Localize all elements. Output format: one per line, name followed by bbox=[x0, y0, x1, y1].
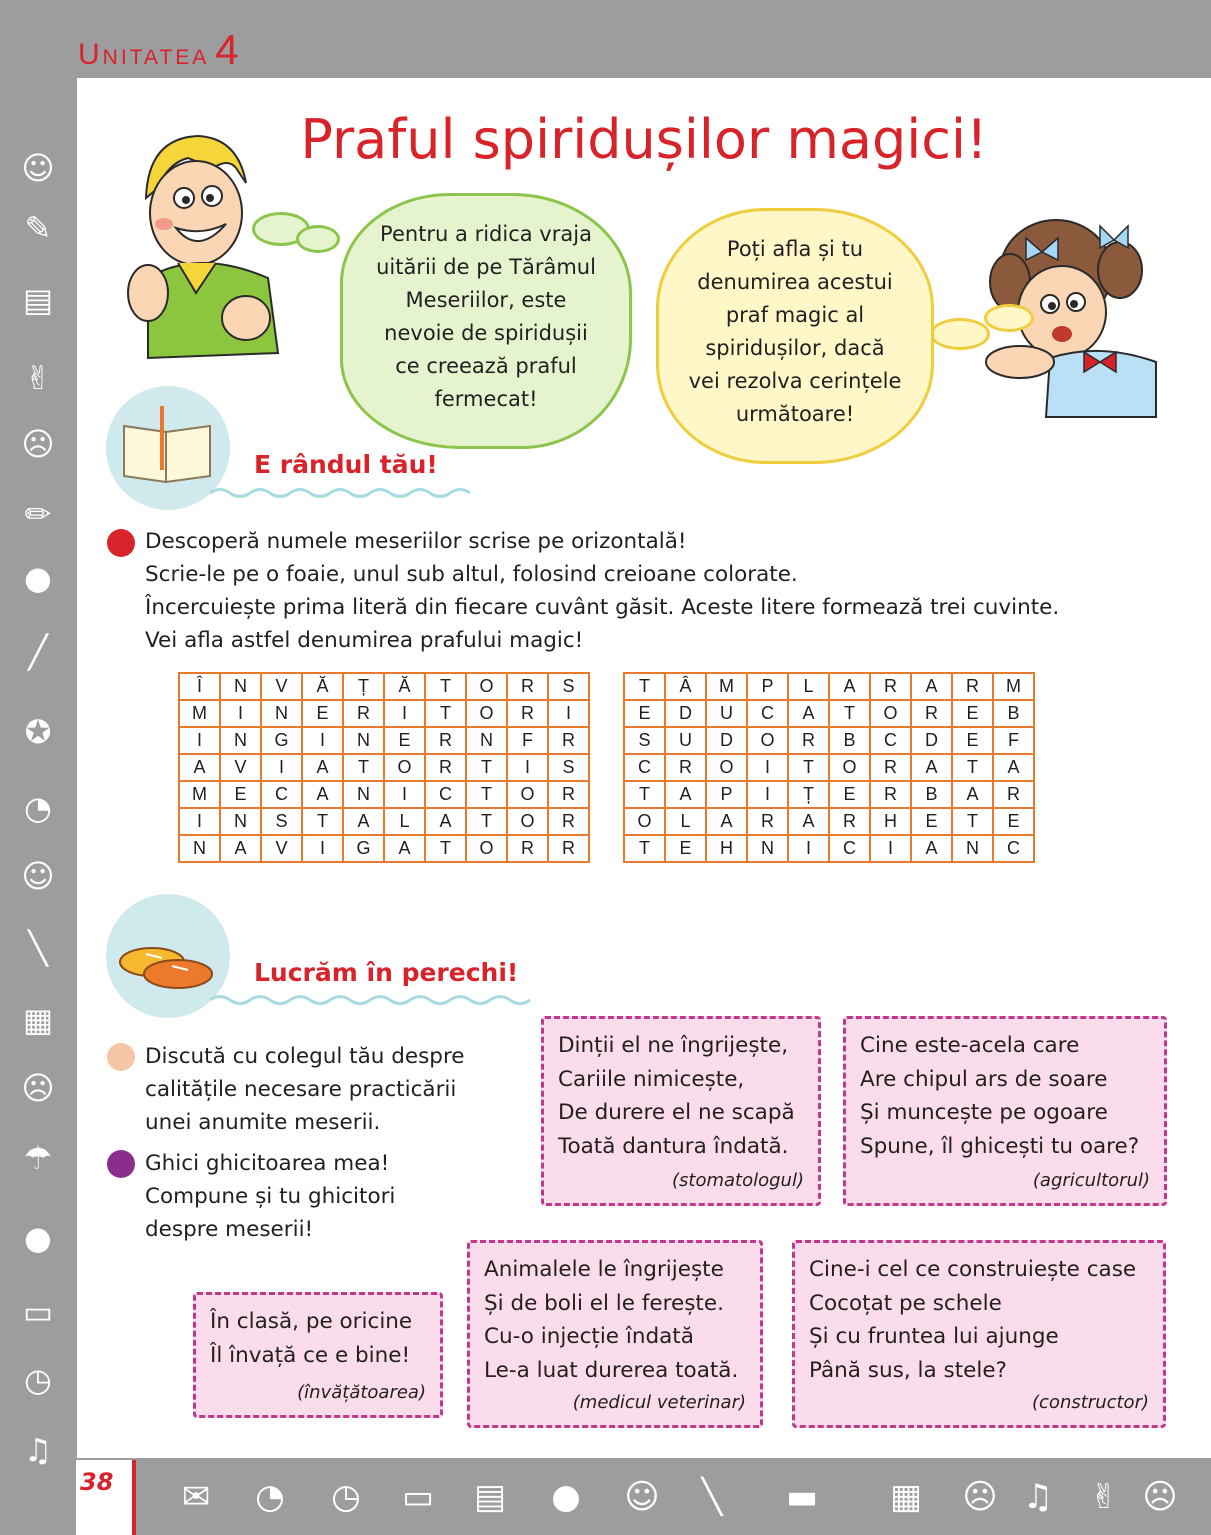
music-note-icon: ♫ bbox=[23, 1431, 53, 1469]
grid-cell: R bbox=[425, 727, 466, 754]
grid-cell: S bbox=[548, 754, 589, 781]
task-line: Compune și tu ghicitori bbox=[145, 1184, 396, 1209]
grid-cell: A bbox=[952, 781, 993, 808]
sad-face-icon: ☹ bbox=[21, 425, 55, 463]
grid-cell: A bbox=[829, 673, 870, 700]
grid-cell: C bbox=[829, 835, 870, 862]
grid-cell: M bbox=[706, 673, 747, 700]
grid-row bbox=[179, 700, 589, 727]
grid-cell: N bbox=[261, 700, 302, 727]
riddle-line: Le-a luat durerea toată. bbox=[484, 1357, 739, 1383]
grid-cell: I bbox=[220, 700, 261, 727]
wave-divider bbox=[210, 486, 470, 498]
word-grid-right bbox=[623, 672, 1035, 863]
instruction-line: Vei afla astfel denumirea prafului magic! bbox=[145, 628, 584, 653]
grid-cell: V bbox=[261, 835, 302, 862]
grid-cell: A bbox=[911, 673, 952, 700]
notebook-icon: ▤ bbox=[22, 281, 54, 319]
grid-cell: T bbox=[829, 700, 870, 727]
riddle-line: Dinții el ne îngrijește, bbox=[558, 1033, 789, 1058]
grid-cell: T bbox=[425, 673, 466, 700]
riddle-line: Toată dantura îndată. bbox=[558, 1133, 789, 1159]
clock-icon: ◷ bbox=[24, 1361, 52, 1399]
grid-cell: M bbox=[993, 673, 1034, 700]
grid-cell: N bbox=[220, 808, 261, 835]
grid-row bbox=[624, 808, 1034, 835]
riddle-answer: (stomatologul) bbox=[672, 1169, 804, 1191]
grid-cell: A bbox=[706, 808, 747, 835]
grid-cell: V bbox=[261, 673, 302, 700]
calendar-icon: ▦ bbox=[22, 1001, 54, 1039]
grid-cell: R bbox=[993, 781, 1034, 808]
grid-cell: E bbox=[911, 808, 952, 835]
grid-cell: F bbox=[993, 727, 1034, 754]
palette-icon: ◔ bbox=[255, 1477, 285, 1517]
grid-cell: E bbox=[952, 727, 993, 754]
grid-cell: B bbox=[993, 700, 1034, 727]
grid-cell: N bbox=[343, 781, 384, 808]
cloud-line: Poți afla și tu bbox=[726, 237, 864, 261]
unit-title bbox=[78, 26, 239, 74]
grid-cell: A bbox=[343, 808, 384, 835]
grid-cell: R bbox=[343, 700, 384, 727]
sad-face-icon: ☹ bbox=[21, 1069, 55, 1107]
grid-cell: P bbox=[706, 781, 747, 808]
calendar-icon: ▦ bbox=[889, 1477, 923, 1517]
cloud-line: Pentru a ridica vraja bbox=[380, 222, 592, 246]
grid-cell: I bbox=[548, 700, 589, 727]
wave-divider bbox=[210, 993, 540, 1005]
grid-row bbox=[624, 835, 1034, 862]
unit-number: 4 bbox=[215, 26, 239, 73]
grid-cell: O bbox=[384, 754, 425, 781]
grid-row bbox=[179, 781, 589, 808]
grid-cell: A bbox=[911, 835, 952, 862]
riddle-line: Spune, îl ghicești tu oare? bbox=[860, 1133, 1140, 1159]
grid-cell: I bbox=[302, 727, 343, 754]
toothbrush-icon: ╲ bbox=[28, 929, 48, 967]
music-note-icon: ♫ bbox=[1022, 1477, 1054, 1517]
grid-cell: L bbox=[665, 808, 706, 835]
grid-cell: A bbox=[179, 754, 220, 781]
task-line: unei anumite meserii. bbox=[145, 1110, 381, 1135]
grid-cell: A bbox=[788, 700, 829, 727]
riddle-line: Îl învață ce e bine! bbox=[210, 1342, 411, 1368]
peace-hand-icon: ✌ bbox=[24, 359, 52, 397]
riddle-line: Cine este-acela care bbox=[860, 1033, 1080, 1058]
grid-cell: P bbox=[747, 673, 788, 700]
grid-row bbox=[624, 754, 1034, 781]
riddle-answer: (agricultorul) bbox=[1032, 1169, 1150, 1191]
grid-cell: O bbox=[507, 781, 548, 808]
grid-cell: H bbox=[706, 835, 747, 862]
grid-cell: H bbox=[870, 808, 911, 835]
cloud-line: Meseriilor, este bbox=[405, 288, 567, 312]
grid-cell: G bbox=[343, 835, 384, 862]
grid-cell: T bbox=[624, 673, 665, 700]
grid-cell: A bbox=[220, 835, 261, 862]
grid-cell: I bbox=[384, 781, 425, 808]
task-line: Ghici ghicitoarea mea! bbox=[145, 1151, 390, 1176]
angry-face-icon: ☹ bbox=[1142, 1477, 1178, 1517]
grid-cell: O bbox=[624, 808, 665, 835]
grid-cell: E bbox=[829, 781, 870, 808]
riddle-line: Și de boli el le ferește. bbox=[484, 1290, 724, 1316]
instruction-line: Încercuiește prima literă din fiecare cuvânt găsit. Aceste litere formează trei cuvinte. bbox=[145, 595, 1060, 620]
grid-cell: V bbox=[220, 754, 261, 781]
grid-cell: R bbox=[952, 673, 993, 700]
grid-cell: E bbox=[384, 727, 425, 754]
section-heading: E rândul tău! bbox=[254, 450, 438, 479]
clock-icon: ◷ bbox=[331, 1477, 361, 1517]
task-line: despre meserii! bbox=[145, 1217, 314, 1242]
grid-cell: R bbox=[829, 808, 870, 835]
grid-cell: T bbox=[624, 835, 665, 862]
grid-cell: A bbox=[302, 781, 343, 808]
grid-cell: B bbox=[911, 781, 952, 808]
riddle-answer: (medicul veterinar) bbox=[572, 1391, 746, 1413]
grid-cell: R bbox=[548, 808, 589, 835]
riddle-card bbox=[541, 1016, 821, 1206]
riddle-line: În clasă, pe oricine bbox=[210, 1309, 413, 1334]
cloud-line: praf magic al bbox=[725, 303, 865, 327]
grid-cell: O bbox=[466, 700, 507, 727]
grid-cell: R bbox=[870, 781, 911, 808]
grid-cell: A bbox=[911, 754, 952, 781]
grid-cell: Â bbox=[665, 673, 706, 700]
grid-cell: S bbox=[261, 808, 302, 835]
grid-cell: C bbox=[870, 727, 911, 754]
cloud-line: nevoie de spiridușii bbox=[384, 321, 588, 345]
smiley-icon: ☺ bbox=[21, 857, 55, 895]
grid-cell: R bbox=[548, 727, 589, 754]
peace-hand-icon: ✌ bbox=[1089, 1477, 1119, 1517]
grid-cell: T bbox=[952, 754, 993, 781]
grid-cell: T bbox=[788, 754, 829, 781]
grid-cell: O bbox=[466, 835, 507, 862]
grid-cell: Ț bbox=[343, 673, 384, 700]
grid-cell: I bbox=[384, 700, 425, 727]
grid-cell: D bbox=[706, 727, 747, 754]
apple-icon: ● bbox=[24, 559, 52, 597]
grid-cell: Ă bbox=[302, 673, 343, 700]
grid-row bbox=[624, 700, 1034, 727]
riddle-card bbox=[792, 1240, 1166, 1428]
grid-cell: F bbox=[507, 727, 548, 754]
grid-cell: T bbox=[343, 754, 384, 781]
riddle-card bbox=[467, 1240, 763, 1428]
grid-cell: R bbox=[788, 727, 829, 754]
grid-cell: S bbox=[548, 673, 589, 700]
grid-cell: U bbox=[706, 700, 747, 727]
grid-cell: A bbox=[993, 754, 1034, 781]
notebook-icon: ▤ bbox=[473, 1477, 507, 1517]
word-grid-left bbox=[178, 672, 590, 863]
ticket-icon: ▭ bbox=[22, 1293, 54, 1331]
cloud-line: ce creează praful bbox=[395, 354, 577, 378]
grid-cell: R bbox=[507, 700, 548, 727]
riddle-line: Are chipul ars de soare bbox=[860, 1066, 1108, 1092]
grid-cell: T bbox=[425, 835, 466, 862]
riddle-card bbox=[193, 1292, 443, 1418]
grid-cell: R bbox=[548, 781, 589, 808]
grid-row bbox=[624, 673, 1034, 700]
grid-cell: I bbox=[302, 835, 343, 862]
shower-icon: ☂ bbox=[23, 1139, 53, 1177]
grid-cell: L bbox=[384, 808, 425, 835]
cloud-line: următoare! bbox=[735, 402, 855, 426]
cloud-line: spiridușilor, dacă bbox=[705, 336, 885, 360]
grid-cell: N bbox=[220, 727, 261, 754]
grid-row bbox=[179, 754, 589, 781]
apple-icon: ● bbox=[24, 1219, 52, 1257]
grid-cell: C bbox=[747, 700, 788, 727]
grid-row bbox=[179, 835, 589, 862]
pencil-icon: ✏ bbox=[24, 495, 52, 533]
riddle-line: Până sus, la stele? bbox=[809, 1357, 1007, 1383]
envelope-icon: ✉ bbox=[181, 1477, 211, 1517]
grid-cell: I bbox=[261, 754, 302, 781]
grid-cell: O bbox=[466, 673, 507, 700]
riddle-card bbox=[843, 1016, 1167, 1206]
medal-icon: ✪ bbox=[24, 713, 52, 751]
grid-cell: D bbox=[911, 727, 952, 754]
grid-cell: T bbox=[952, 808, 993, 835]
page-number: 38 bbox=[80, 1468, 114, 1496]
task-discuss bbox=[145, 1040, 465, 1139]
riddle-line: Cariile nimicește, bbox=[558, 1066, 745, 1092]
grid-cell: A bbox=[425, 808, 466, 835]
bullet-purple bbox=[107, 1150, 135, 1178]
grid-cell: E bbox=[220, 781, 261, 808]
grid-cell: Ț bbox=[788, 781, 829, 808]
riddle-line: Și cu fruntea lui ajunge bbox=[809, 1324, 1059, 1349]
grid-cell: I bbox=[747, 781, 788, 808]
grid-cell: R bbox=[870, 754, 911, 781]
grid-cell: T bbox=[302, 808, 343, 835]
pencil-icon: ✎ bbox=[24, 209, 52, 247]
grid-cell: R bbox=[747, 808, 788, 835]
cloud-line: fermecat! bbox=[434, 387, 538, 411]
grid-cell: N bbox=[220, 673, 261, 700]
grid-row bbox=[624, 727, 1034, 754]
grid-cell: Ă bbox=[384, 673, 425, 700]
riddle-line: Cine-i cel ce construiește case bbox=[809, 1257, 1137, 1282]
grid-cell: O bbox=[829, 754, 870, 781]
sad-face-icon: ☹ bbox=[962, 1477, 998, 1517]
task-line: calitățile necesare practicării bbox=[145, 1077, 457, 1102]
grid-row bbox=[624, 781, 1034, 808]
grid-cell: R bbox=[870, 673, 911, 700]
riddle-line: De durere el ne scapă bbox=[558, 1100, 795, 1125]
grid-cell: R bbox=[507, 835, 548, 862]
grid-cell: D bbox=[665, 700, 706, 727]
riddle-answer: (constructor) bbox=[1032, 1391, 1149, 1413]
cloud-line: uitării de pe Tărâmul bbox=[376, 255, 596, 279]
cloud-line: vei rezolva cerințele bbox=[688, 369, 902, 393]
grid-cell: E bbox=[302, 700, 343, 727]
grid-cell: I bbox=[179, 808, 220, 835]
grid-cell: M bbox=[179, 781, 220, 808]
speech-cloud-green bbox=[340, 193, 632, 449]
grid-cell: B bbox=[829, 727, 870, 754]
grid-cell: N bbox=[952, 835, 993, 862]
bullet-red bbox=[107, 529, 135, 557]
grid-cell: I bbox=[747, 754, 788, 781]
thought-puff bbox=[930, 318, 990, 350]
bullet-peach bbox=[107, 1043, 135, 1071]
brush-icon: ╱ bbox=[28, 633, 48, 671]
apple-icon: ● bbox=[551, 1477, 581, 1517]
grid-cell: S bbox=[624, 727, 665, 754]
grid-cell: O bbox=[870, 700, 911, 727]
grid-cell: N bbox=[747, 835, 788, 862]
palette-icon: ◔ bbox=[24, 789, 52, 827]
instruction-line: Descoperă numele meseriilor scrise pe orizontală! bbox=[145, 529, 687, 554]
cloud-line: denumirea acestui bbox=[697, 270, 893, 294]
grid-cell: R bbox=[665, 754, 706, 781]
task-riddle bbox=[145, 1147, 395, 1246]
grid-cell: A bbox=[788, 808, 829, 835]
grid-cell: O bbox=[507, 808, 548, 835]
riddle-answer: (învățătoarea) bbox=[297, 1381, 426, 1403]
unit-label: Unitatea bbox=[78, 38, 210, 71]
thought-puff bbox=[296, 225, 340, 253]
riddle-line: Animalele le îngrijește bbox=[484, 1257, 724, 1282]
thought-puff bbox=[984, 304, 1034, 332]
book-icon: ▬ bbox=[785, 1477, 819, 1517]
grid-cell: R bbox=[425, 754, 466, 781]
riddle-line: Cu-o injecție îndată bbox=[484, 1324, 694, 1349]
grid-cell: I bbox=[870, 835, 911, 862]
grid-cell: E bbox=[665, 835, 706, 862]
grid-cell: M bbox=[179, 700, 220, 727]
grid-cell: R bbox=[507, 673, 548, 700]
grid-cell: R bbox=[548, 835, 589, 862]
grid-cell: O bbox=[706, 754, 747, 781]
grid-cell: E bbox=[624, 700, 665, 727]
grid-cell: I bbox=[788, 835, 829, 862]
toothbrush-icon: ╲ bbox=[701, 1477, 723, 1517]
grid-cell: L bbox=[788, 673, 829, 700]
grid-row bbox=[179, 673, 589, 700]
page-number-tab bbox=[76, 1460, 136, 1535]
grid-cell: C bbox=[425, 781, 466, 808]
grid-cell: C bbox=[993, 835, 1034, 862]
smiley-icon: ☺ bbox=[21, 149, 55, 187]
grid-cell: T bbox=[466, 781, 507, 808]
grid-cell: C bbox=[624, 754, 665, 781]
instructions bbox=[145, 525, 1059, 657]
grid-cell: A bbox=[302, 754, 343, 781]
ticket-icon: ▭ bbox=[401, 1477, 435, 1517]
grid-cell: R bbox=[911, 700, 952, 727]
page-title: Praful spiridușilor magici! bbox=[300, 108, 988, 171]
speech-cloud-yellow bbox=[656, 208, 934, 464]
grid-cell: N bbox=[179, 835, 220, 862]
grid-cell: T bbox=[466, 754, 507, 781]
grid-cell: N bbox=[343, 727, 384, 754]
grid-row bbox=[179, 808, 589, 835]
boy-illustration bbox=[118, 128, 288, 378]
smiley-icon: ☺ bbox=[624, 1477, 660, 1517]
grid-cell: A bbox=[384, 835, 425, 862]
grid-cell: C bbox=[261, 781, 302, 808]
task-line: Discută cu colegul tău despre bbox=[145, 1044, 465, 1069]
grid-cell: G bbox=[261, 727, 302, 754]
grid-cell: T bbox=[624, 781, 665, 808]
grid-cell: Î bbox=[179, 673, 220, 700]
grid-cell: T bbox=[425, 700, 466, 727]
riddle-line: Și muncește pe ogoare bbox=[860, 1100, 1108, 1125]
grid-cell: T bbox=[466, 808, 507, 835]
grid-cell: A bbox=[665, 781, 706, 808]
grid-cell: E bbox=[952, 700, 993, 727]
instruction-line: Scrie-le pe o foaie, unul sub altul, folosind creioane colorate. bbox=[145, 562, 798, 587]
grid-cell: I bbox=[507, 754, 548, 781]
grid-row bbox=[179, 727, 589, 754]
grid-cell: O bbox=[747, 727, 788, 754]
section-heading: Lucrăm în perechi! bbox=[254, 958, 519, 987]
riddle-line: Cocoțat pe schele bbox=[809, 1290, 1002, 1316]
grid-cell: E bbox=[993, 808, 1034, 835]
grid-cell: N bbox=[466, 727, 507, 754]
grid-cell: I bbox=[179, 727, 220, 754]
grid-cell: U bbox=[665, 727, 706, 754]
